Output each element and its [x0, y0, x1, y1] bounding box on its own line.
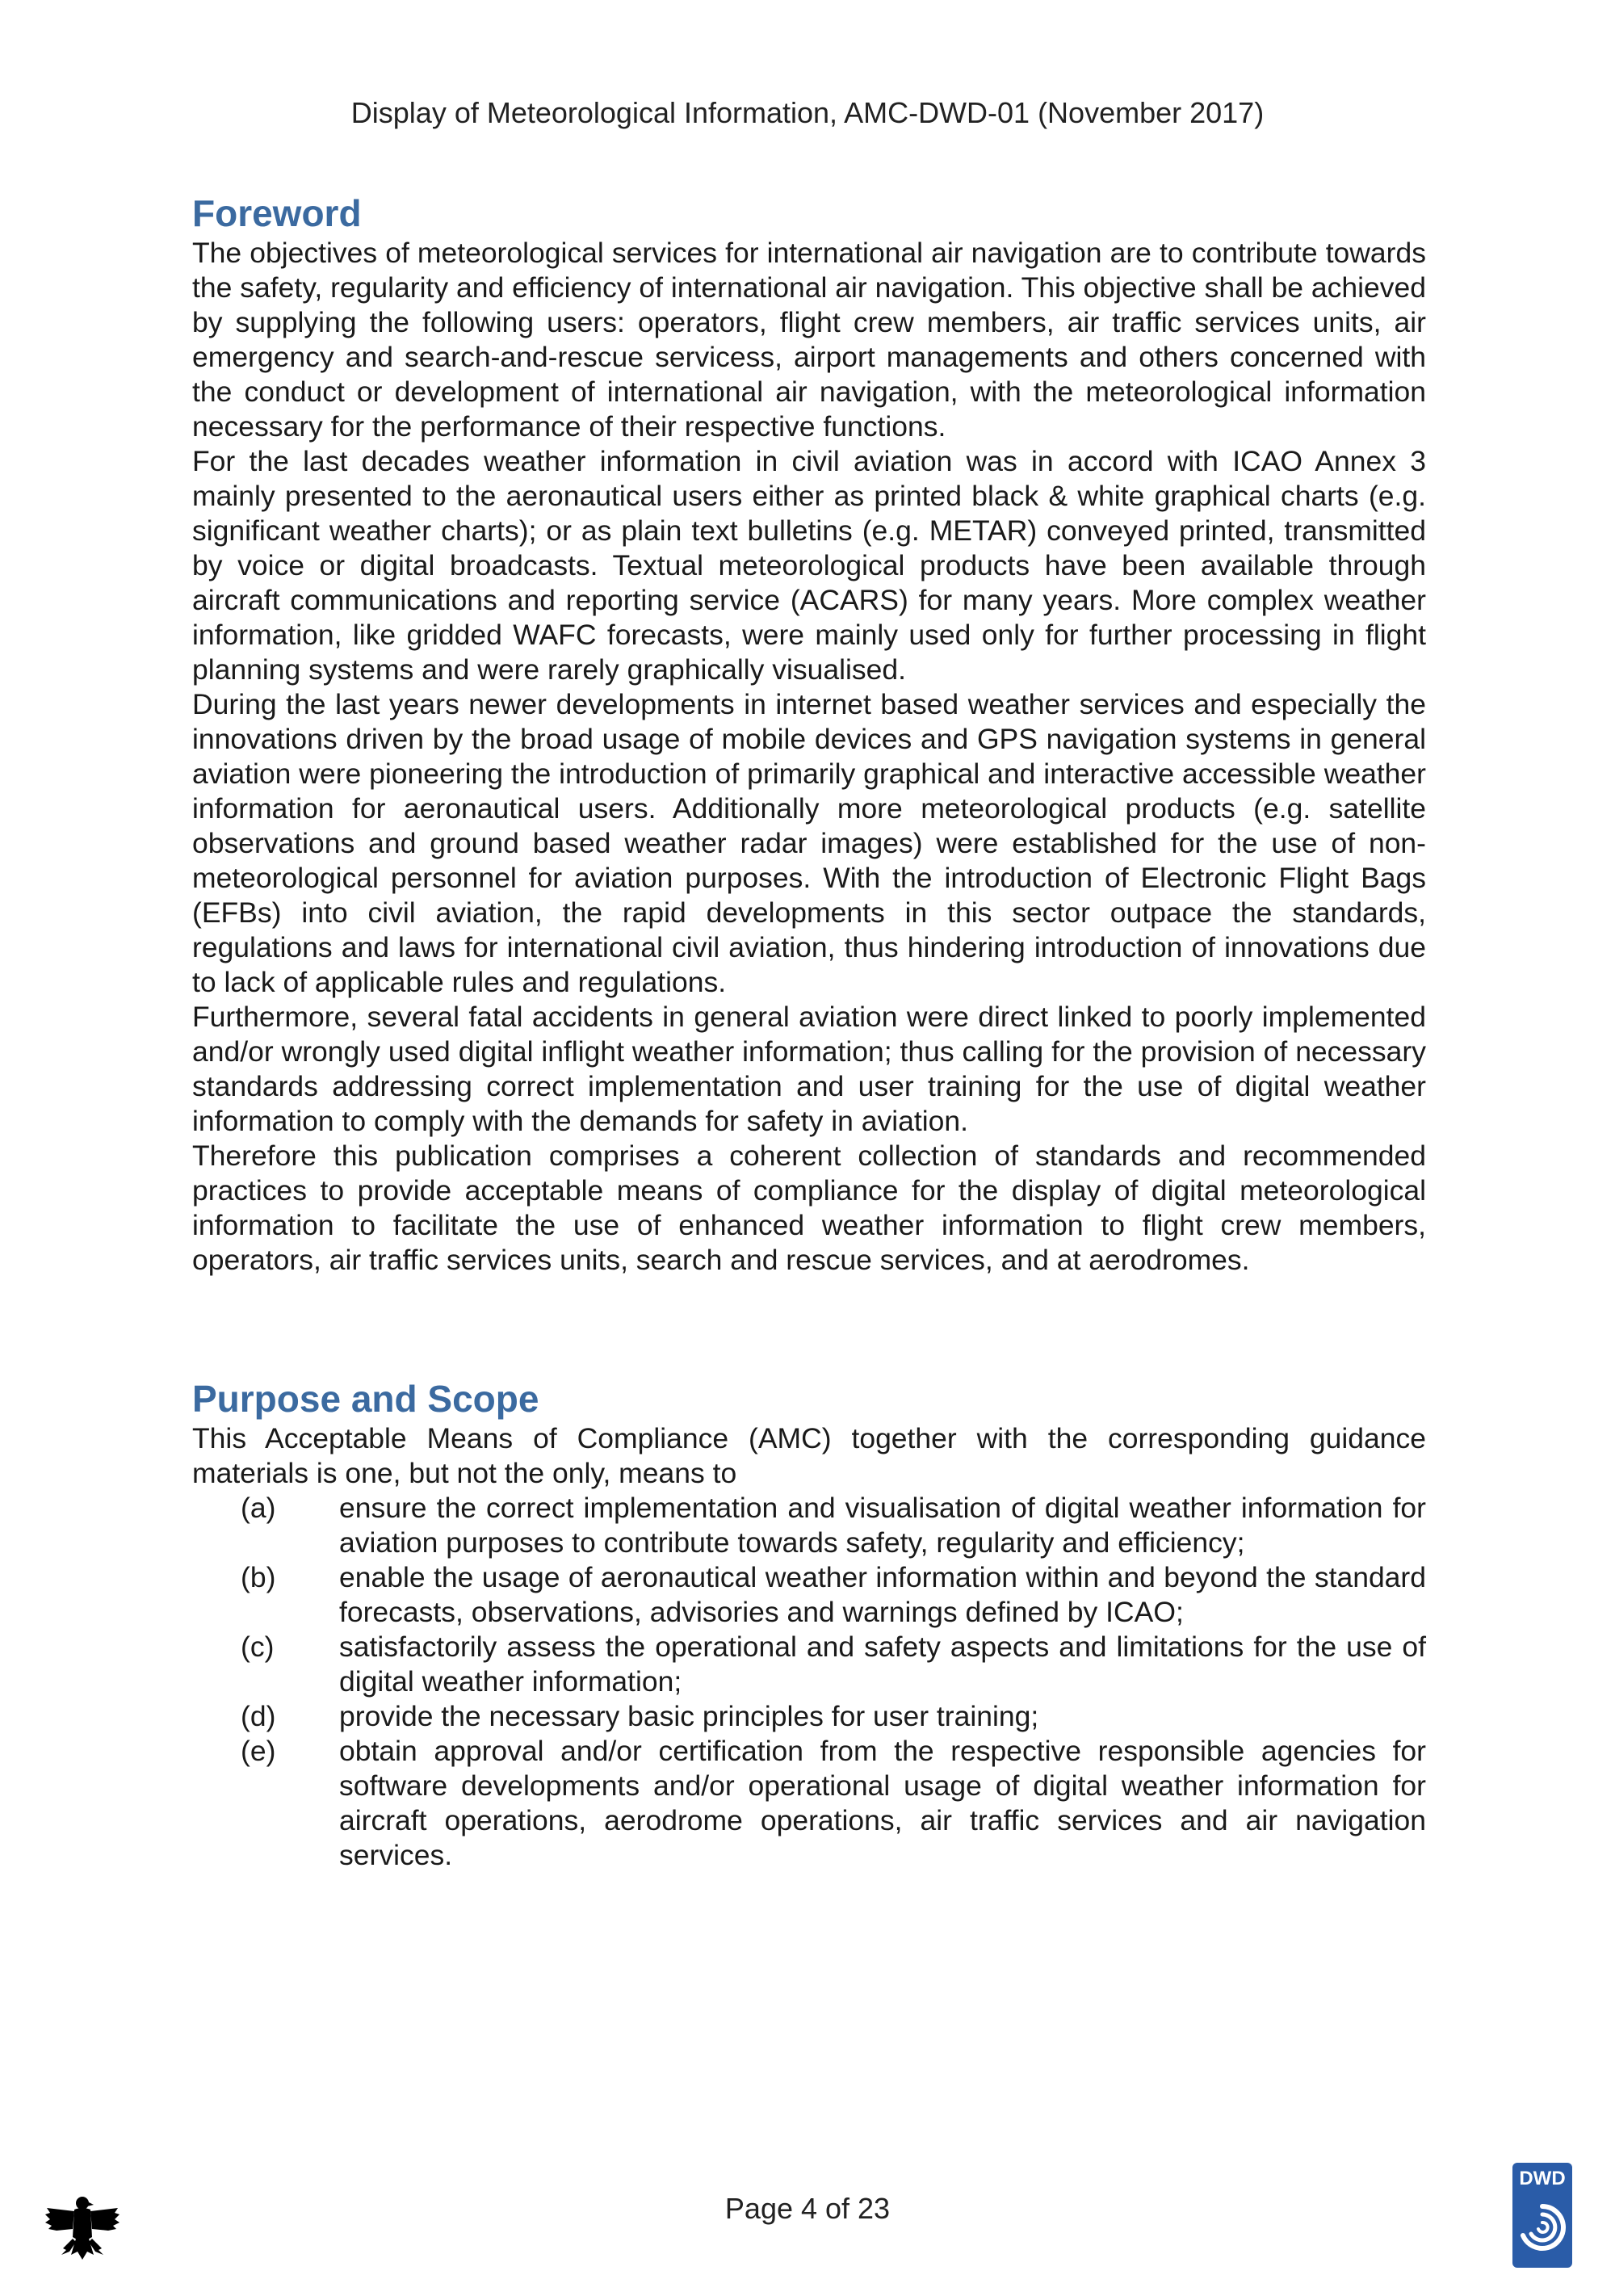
- list-item-marker: (e): [241, 1735, 276, 1767]
- dwd-logo: [1512, 2163, 1572, 2268]
- list-item-marker: (d): [241, 1700, 276, 1732]
- purpose-scope-heading: Purpose and Scope: [192, 1378, 539, 1420]
- list-item-text: obtain approval and/or certification from the respective responsible agencies for software developments and/or operational usage of digital weather information for aircraft operations, aerodrome operations, air traffic services and air navigation services.: [339, 1735, 1426, 1871]
- running-header: Display of Meteorological Information, AMC-DWD-01 (November 2017): [350, 96, 1265, 129]
- page-number: Page 4 of 23: [724, 2192, 891, 2225]
- foreword-heading: Foreword: [192, 192, 362, 234]
- dwd-logo-text: DWD: [1519, 2168, 1566, 2189]
- foreword-paragraph-2: For the last decades weather information in civil aviation was in accord with ICAO Annex 3 mainly presented to the aeronautical users either as printed black & white graphical charts (e.g. significant weather charts); or as plain text bulletins (e.g. METAR) conveyed printed, transmitted by voice or digital broadcasts. Textual meteorological products have been available through aircraft communications and reporting service (ACARS) for many years. More complex weather information, like gridded WAFC forecasts, were mainly used only for further processing in flight planning systems and were rarely graphically visualised.: [192, 445, 1426, 686]
- foreword-paragraph-5: Therefore this publication comprises a coherent collection of standards and recommended practices to provide acceptable means of compliance for the display of digital meteorological information to facilitate the use of enhanced weather information to flight crew members, operators, air traffic services units, search and rescue services, and at aerodromes.: [192, 1140, 1426, 1276]
- purpose-scope-list: [192, 1491, 1426, 1873]
- list-item: [192, 1734, 1426, 1873]
- purpose-scope-intro: This Acceptable Means of Compliance (AMC) together with the corresponding guidance materials is one, but not the only, means to: [192, 1422, 1426, 1489]
- list-item: [192, 1560, 1426, 1630]
- list-item: [192, 1630, 1426, 1699]
- list-item: [192, 1491, 1426, 1560]
- list-item-text: enable the usage of aeronautical weather information within and beyond the standard forecasts, observations, advisories and warnings defined by ICAO;: [339, 1561, 1426, 1628]
- dwd-swirl-icon: [1516, 2202, 1568, 2253]
- list-item-marker: (c): [241, 1631, 275, 1663]
- foreword-paragraph-1: The objectives of meteorological services for international air navigation are to contribute towards the safety, regularity and efficiency of international air navigation. This objective shall be achieved by supplying the following users: operators, flight crew members, air traffic services units, air emergency and search-and-rescue servicess, airport managements and others concerned with the conduct or development of international air navigation, with the meteorological information necessary for the performance of their respective functions.: [192, 237, 1426, 443]
- page-content: [192, 191, 1426, 1873]
- list-item-marker: (b): [241, 1561, 276, 1593]
- list-item-marker: (a): [241, 1492, 276, 1524]
- list-item-text: ensure the correct implementation and visualisation of digital weather information for aviation purposes to contribute towards safety, regularity and efficiency;: [339, 1492, 1426, 1559]
- list-item-text: provide the necessary basic principles for user training;: [339, 1700, 1039, 1732]
- foreword-paragraph-4: Furthermore, several fatal accidents in general aviation were direct linked to poorly implemented and/or wrongly used digital inflight weather information; thus calling for the provision of necessary standards addressing correct implementation and user training for the use of digital weather information to comply with the demands for safety in aviation.: [192, 1001, 1426, 1137]
- list-item: [192, 1699, 1426, 1734]
- foreword-paragraph-3: During the last years newer developments in internet based weather services and especially the innovations driven by the broad usage of mobile devices and GPS navigation systems in general aviation were pioneering the introduction of primarily graphical and interactive accessible weather information for aeronautical users. Additionally more meteorological products (e.g. satellite observations and ground based weather radar images) were established for the use of non-meteorological personnel for aviation purposes. With the introduction of Electronic Flight Bags (EFBs) into civil aviation, the rapid developments in this sector outpace the standards, regulations and laws for international civil aviation, thus hindering introduction of innovations due to lack of applicable rules and regulations.: [192, 688, 1426, 998]
- list-item-text: satisfactorily assess the operational and safety aspects and limitations for the use of digital weather information;: [339, 1631, 1426, 1698]
